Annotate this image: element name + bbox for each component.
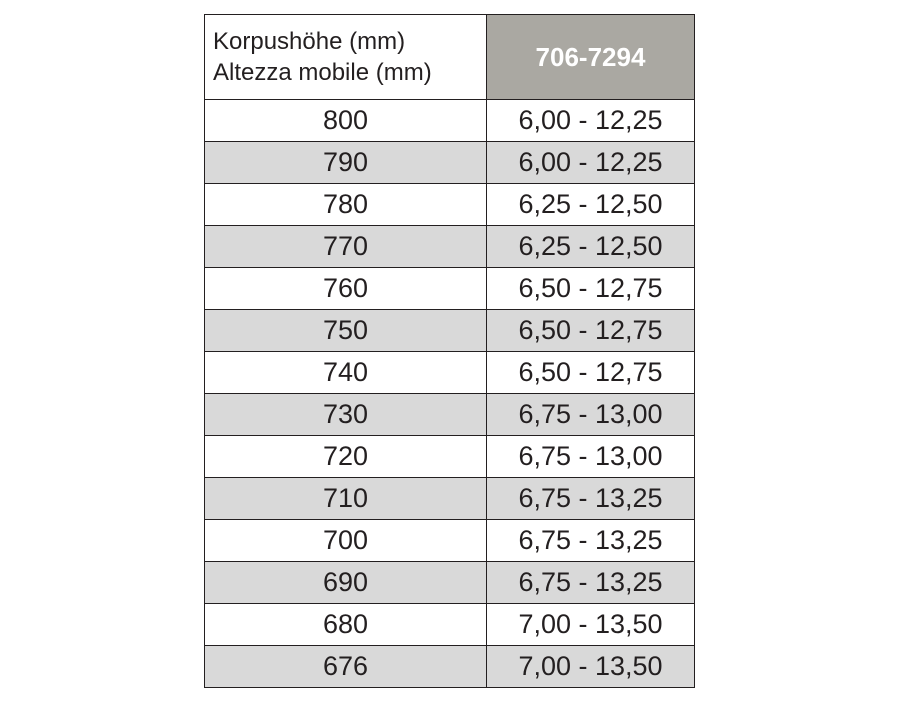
cabinet-height-cell: 760 [205,268,487,310]
cabinet-height-cell: 790 [205,142,487,184]
adjustment-table [204,14,695,688]
table-row [205,604,695,646]
cabinet-height-cell: 720 [205,436,487,478]
table-header-row [205,15,695,100]
range-cell: 6,25 - 12,50 [487,226,695,268]
range-cell: 6,25 - 12,50 [487,184,695,226]
cabinet-height-cell: 710 [205,478,487,520]
table-row [205,100,695,142]
cabinet-height-cell: 770 [205,226,487,268]
table-row [205,520,695,562]
cabinet-height-cell: 750 [205,310,487,352]
table-row [205,562,695,604]
range-cell: 6,50 - 12,75 [487,268,695,310]
cabinet-height-cell: 700 [205,520,487,562]
cabinet-height-cell: 800 [205,100,487,142]
table-row [205,268,695,310]
cabinet-height-cell: 730 [205,394,487,436]
table-row [205,646,695,688]
table-row [205,352,695,394]
range-cell: 7,00 - 13,50 [487,604,695,646]
range-cell: 6,75 - 13,25 [487,520,695,562]
range-cell: 7,00 - 13,50 [487,646,695,688]
table-row [205,436,695,478]
cabinet-height-header-it: Altezza mobile (mm) [213,59,432,86]
range-cell: 6,75 - 13,25 [487,562,695,604]
table-row [205,184,695,226]
table-body [205,100,695,688]
cabinet-height-header-de: Korpushöhe (mm) [213,28,406,55]
range-cell: 6,00 - 12,25 [487,100,695,142]
cabinet-height-cell: 780 [205,184,487,226]
table-row [205,226,695,268]
range-cell: 6,00 - 12,25 [487,142,695,184]
article-number-header: 706-7294 [487,15,695,100]
range-cell: 6,75 - 13,00 [487,436,695,478]
table-row [205,394,695,436]
cabinet-height-cell: 676 [205,646,487,688]
cabinet-height-header [205,15,487,100]
cabinet-height-cell: 680 [205,604,487,646]
table-row [205,142,695,184]
adjustment-table-container [204,14,694,688]
table-row [205,478,695,520]
range-cell: 6,75 - 13,25 [487,478,695,520]
table-row [205,310,695,352]
cabinet-height-cell: 690 [205,562,487,604]
cabinet-height-cell: 740 [205,352,487,394]
range-cell: 6,50 - 12,75 [487,310,695,352]
range-cell: 6,50 - 12,75 [487,352,695,394]
range-cell: 6,75 - 13,00 [487,394,695,436]
